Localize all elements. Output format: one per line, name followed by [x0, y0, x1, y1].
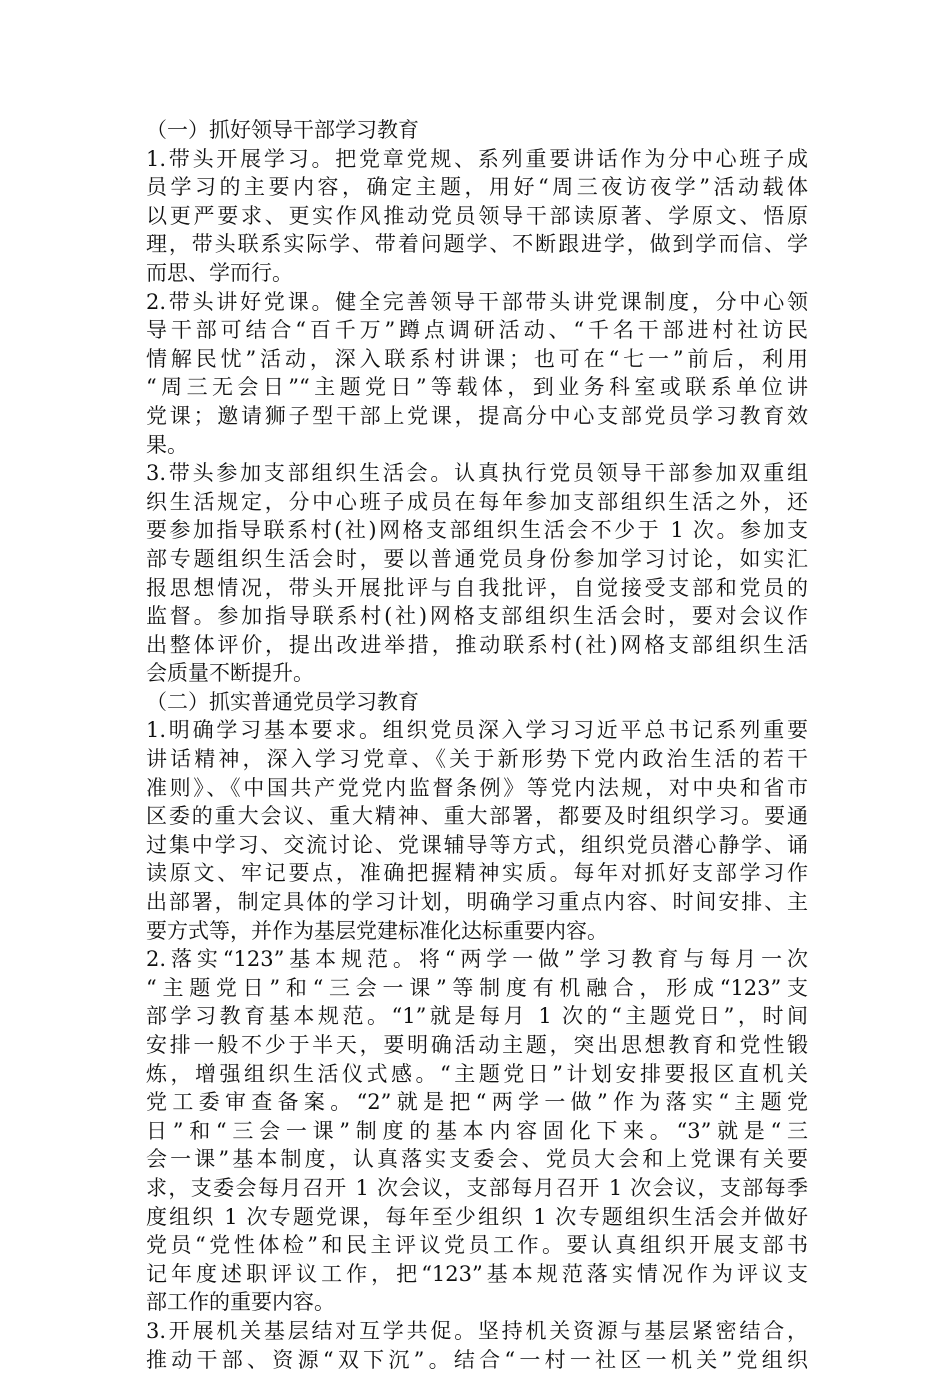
text-line: 2.带头讲好党课。健全完善领导干部带头讲党课制度，分中心领 — [146, 289, 808, 314]
text-line: 3.带头参加支部组织生活会。认真执行党员领导干部参加双重组 — [146, 461, 808, 486]
text-line: 以更严要求、更实作风推动党员领导干部读原著、学原文、悟原 — [146, 203, 808, 228]
text-line: 会质量不断提升。 — [146, 661, 314, 686]
text-line: 报思想情况，带头开展批评与自我批评，自觉接受支部和党员的 — [146, 575, 808, 600]
text-line: 部学习教育基本规范。“1”就是每月 1 次的“主题党日”，时间 — [146, 1004, 808, 1029]
paragraph — [146, 716, 808, 945]
section-heading — [146, 688, 808, 717]
text-line: 理，带头联系实际学、带着问题学、不断跟进学，做到学而信、学 — [146, 232, 808, 257]
paragraph — [146, 459, 808, 688]
text-line: 安排一般不少于半天，要明确活动主题，突出思想教育和党性锻 — [146, 1033, 808, 1057]
text-line: “主题党日”和“三会一课”等制度有机融合，形成“123”支 — [146, 975, 808, 1000]
text-line: 出部署，制定具体的学习计划，明确学习重点内容、时间安排、主 — [146, 890, 808, 915]
text-line: 过集中学习、交流讨论、党课辅导等方式，组织党员潜心静学、诵 — [146, 832, 808, 857]
text-line: 2.落实“123”基本规范。将“两学一做”学习教育与每月一次 — [146, 947, 808, 972]
paragraph — [146, 1317, 808, 1374]
text-line: 果。 — [146, 432, 188, 457]
text-line: 出整体评价，提出改进举措，推动联系村(社)网格支部组织生活 — [146, 632, 808, 657]
text-line: （二）抓实普通党员学习教育 — [146, 689, 419, 714]
section-heading — [146, 116, 808, 145]
text-line: 3.开展机关基层结对互学共促。坚持机关资源与基层紧密结合， — [146, 1318, 808, 1343]
text-line: 监督。参加指导联系村(社)网格支部组织生活会时，要对会议作 — [146, 604, 808, 629]
text-line: 求，支委会每月召开 1 次会议，支部每月召开 1 次会议，支部每季 — [146, 1175, 808, 1200]
paragraph — [146, 145, 808, 288]
text-line: “周三无会日”“主题党日”等载体，到业务科室或联系单位讲 — [146, 375, 808, 400]
paragraph — [146, 945, 808, 1317]
text-line: 推动干部、资源“双下沉”。结合“一村一社区一机关”党组织 — [146, 1347, 808, 1372]
text-line: 1.带头开展学习。把党章党规、系列重要讲话作为分中心班子成 — [146, 146, 808, 171]
text-line: 部专题组织生活会时，要以普通党员身份参加学习讨论，如实汇 — [146, 546, 808, 571]
text-line: 讲话精神，深入学习党章、《关于新形势下党内政治生活的若干 — [146, 747, 808, 772]
text-line: 读原文、牢记要点，准确把握精神实质。每年对抓好支部学习作 — [146, 861, 808, 886]
text-line: 会一课”基本制度，认真落实支委会、党员大会和上党课有关要 — [146, 1147, 808, 1172]
text-line: 日”和“三会一课”制度的基本内容固化下来。“3”就是“三 — [146, 1118, 808, 1143]
text-line: 区委的重大会议、重大精神、重大部署，都要及时组织学习。要通 — [146, 804, 808, 829]
text-line: 1.明确学习基本要求。组织党员深入学习习近平总书记系列重要 — [146, 718, 808, 743]
text-line: 炼，增强组织生活仪式感。“主题党日”计划安排要报区直机关 — [146, 1061, 808, 1086]
text-line: 党课；邀请狮子型干部上党课，提高分中心支部党员学习教育效 — [146, 403, 808, 428]
text-line: 导干部可结合“百千万”蹲点调研活动、“千名干部进村社访民 — [146, 318, 808, 343]
text-line: 准则》、《中国共产党党内监督条例》等党内法规，对中央和省市 — [146, 775, 808, 800]
text-line: 记年度述职评议工作，把“123”基本规范落实情况作为评议支 — [146, 1261, 808, 1286]
text-line: 织生活规定，分中心班子成员在每年参加支部组织生活之外，还 — [146, 489, 808, 514]
text-line: 度组织 1 次专题党课，每年至少组织 1 次专题组织生活会并做好 — [146, 1204, 808, 1229]
document-page — [146, 116, 808, 1374]
text-line: 党工委审查备案。“2”就是把“两学一做”作为落实“主题党 — [146, 1090, 808, 1115]
text-line: 要参加指导联系村(社)网格支部组织生活会不少于 1 次。参加支 — [146, 518, 808, 543]
text-line: 党员“党性体检”和民主评议党员工作。要认真组织开展支部书 — [146, 1233, 808, 1258]
paragraph — [146, 288, 808, 460]
text-line: 情解民忧”活动，深入联系村讲课；也可在“七一”前后，利用 — [146, 346, 808, 371]
text-line: 部工作的重要内容。 — [146, 1290, 335, 1315]
text-line: （一）抓好领导干部学习教育 — [146, 118, 419, 142]
text-line: 员学习的主要内容，确定主题，用好“周三夜访夜学”活动载体 — [146, 175, 808, 200]
text-line: 要方式等，并作为基层党建标准化达标重要内容。 — [146, 918, 608, 943]
text-line: 而思、学而行。 — [146, 260, 293, 285]
